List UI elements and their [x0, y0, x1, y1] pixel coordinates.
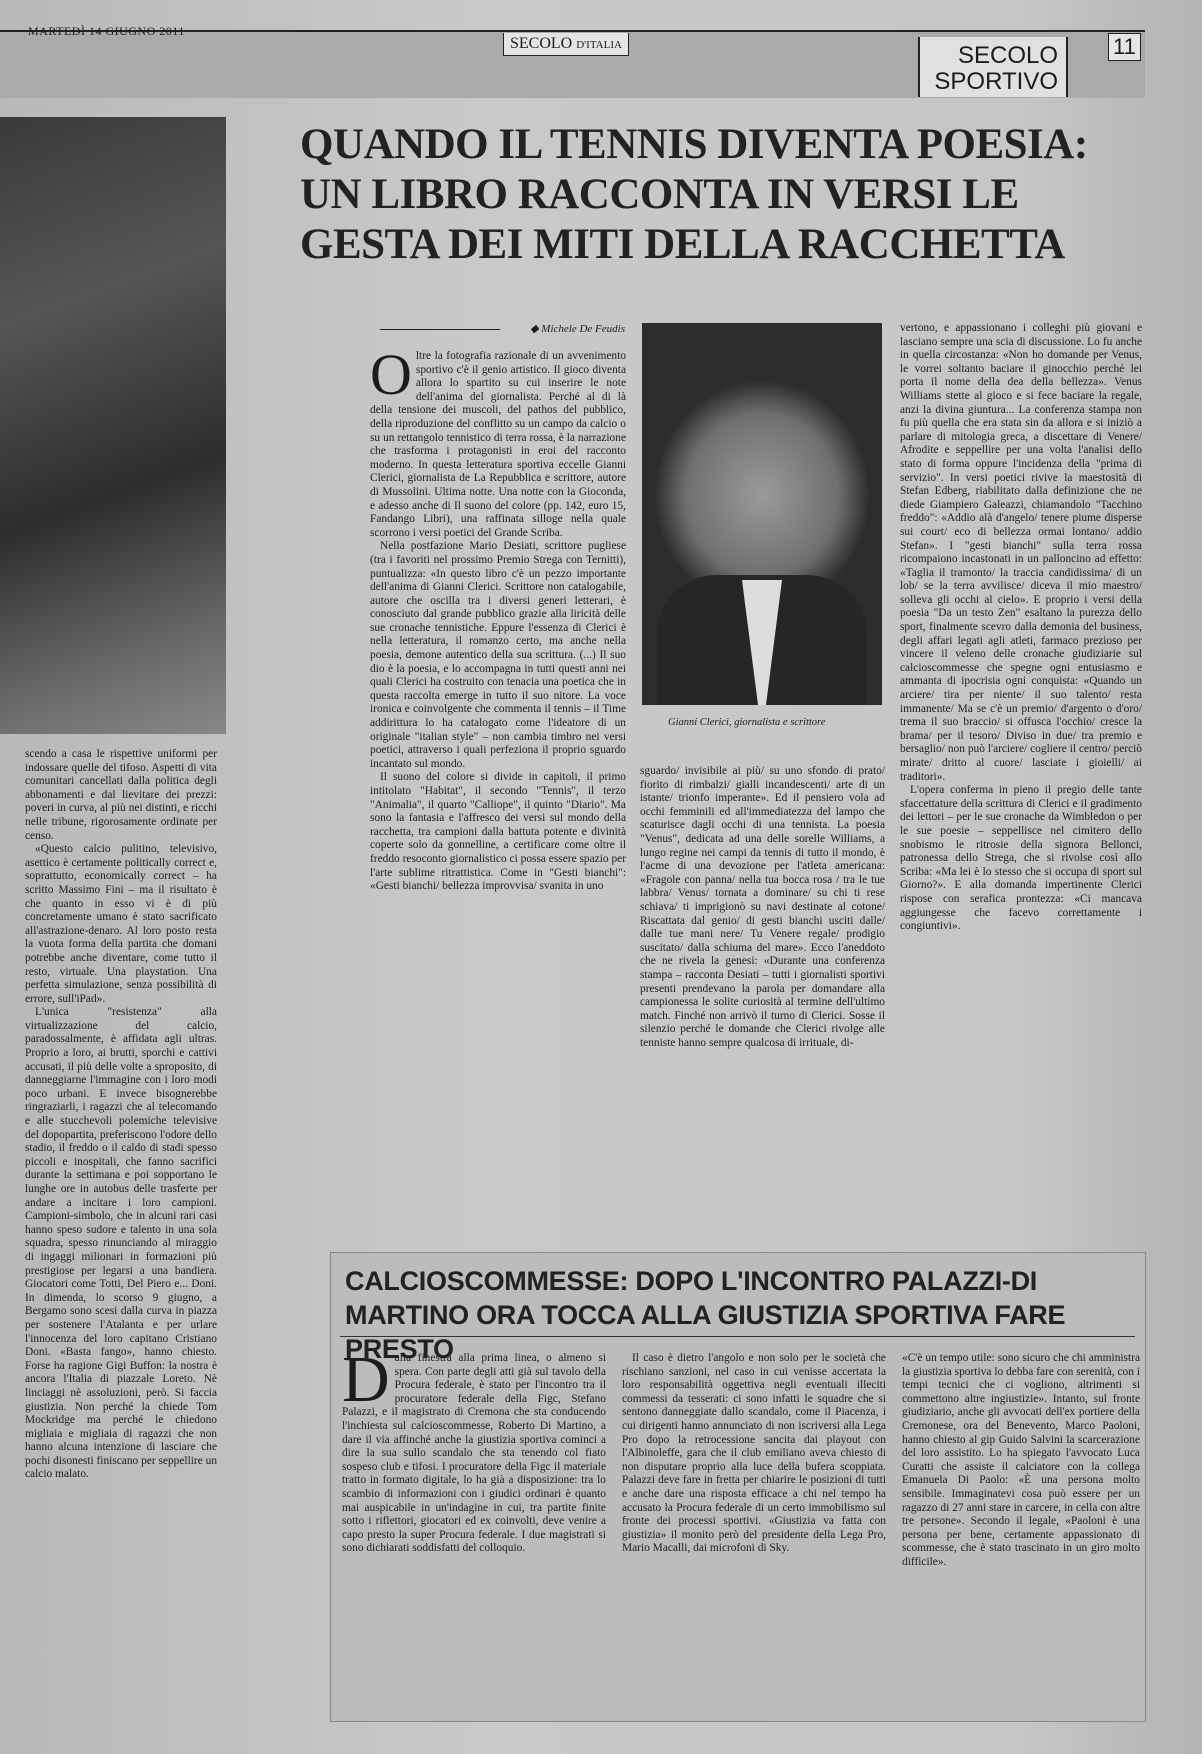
paragraph: Il suono del colore si divide in capitoli, il primo intitolato "Habitat", il secondo "Tennis", il terzo "Animalia", il quarto "Calliope", il quinto "Diario". Ma sono la fantasia e l'affresco dei versi sul mondo della racchetta, tra campioni dalla battuta potente e divinità coperte solo da gonnelline, a certificare come oltre il freddo resoconto giornalistico ci possa essere spazio per l'arte sublime ritrattistica. Come in "Gesti bianchi": «Gesti bianchi/ bellezza improvvisa/ svanita in uno	[370, 771, 626, 893]
football-photo	[0, 117, 226, 734]
paragraph: «C'è un tempo utile: sono sicuro che chi amministra la giustizia sportiva lo debba fare con serenità, con i tempi tecnici che ci vogliono, altrimenti si commettono altre ingiustizie». Intanto, sul fronte giudiziario, anche gli avvocati dell'ex portiere della Cremonese, ora del Benevento, Marco Paoloni, hanno chiesto al gip Guido Salvini la scarcerazione del loro assistito. Lo ha spiegato l'avvocato Luca Curatti che assiste il calciatore con la collega Emanuela Di Paolo: «È una persona molto sensibile. Immaginatevi cosa può essere per un ragazzo di 27 anni stare in carcere, in cella con altre tre persone». Secondo il legale, «Paoloni è una persona per bene, certamente appassionato di scommesse, che è stato trascinato in un giro molto difficile».	[902, 1352, 1140, 1568]
left-column-text	[25, 748, 217, 1482]
paragraph: alla finestra alla prima linea, o almeno si spera. Con parte degli atti già sul tavolo della Procura federale, è stato per l'incontro tra il procuratore federale della Figc, Stefano Palazzi, e il magistrato di Cremona che sta conducendo l'inchiesta sul calcioscommesse, Roberto Di Martino, a dare il via affinché anche la giustizia sportiva cominci a dire la sua sullo scandalo che sta tenendo col fiato sospeso club e tifosi. I procuratore della Figc il materiale tratto in formato digitale, lo ha già a disposizione: tra lo scambio di informazioni con i giudici ordinari è quanto mai auspicabile in un'indagine in cui, tra partite finite sotto i riflettori, giocatori ed ex coinvolti, deve venire a capo presto la super Procura federale. I due magistrati si sono dichiarati soddisfatti del colloquio.	[342, 1352, 606, 1555]
section-line-1: SECOLO	[957, 42, 1058, 69]
drop-cap: O	[370, 350, 412, 407]
paragraph: Il caso è dietro l'angolo e non solo per le società che rischiano sanzioni, nel caso in cui venisse accertata la loro responsabilità oggettiva negli eventuali illeciti commessi da tesserati: ci sono infatti le squadre che si sentono danneggiate dallo scandalo, come il Piacenza, i cui dirigenti hanno annunciato di non iscriversi alla Lega Pro dopo la retrocessione sancita dai playout con l'Albinoleffe, gara che il club emiliano aveva chiesto di non disputare proprio alla luce della bufera scoppiata. Palazzi deve fare in fretta per chiarire le posizioni di tutti e anche dare una risposta efficace a chi nel tempo ha accusato la Procura federale di un certo immobilismo sul fronte dei processi sportivi. «Giustizia va fatta con giustizia» il monito però del presidente della Lega Pro, Mario Macalli, dai microfoni di Sky.	[622, 1352, 886, 1555]
article-column-3	[900, 322, 1142, 1202]
author-portrait-photo	[642, 323, 882, 705]
drop-cap: D	[342, 1352, 390, 1416]
paragraph: L'unica "resistenza" alla virtualizzazione del calcio, paradossalmente, è affidata agli ultras. Proprio a loro, ai brutti, sporchi e cattivi accusati, il più delle volte a sproposito, di danneggiarne l'immagine con i loro modi poco urbani. E invece bisognerebbe ringraziarli, i ragazzi che al telecomando e alle stucchevoli polemiche televisive del dopopartita, preferiscono l'odore dello stadio, il freddo o il caldo di stadi spesso piccoli e inospitali, che fanno sacrifici durante la settimana e poi sopportano le lunghe ore in autobus delle trasferte per andare a incitare i loro campioni. Campioni-simbolo, che in alcuni rari casi hanno speso sudore e talento in una sola squadra, spesso rinunciando al miraggio di ingaggi milionari in formazioni più prestigiose per legarsi a una bandiera. Giocatori come Totti, Del Piero e... Doni. In dimenda, lo scorso 9 giugno, a Bergamo sono scesi dalla curva in piazza per sostenere l'Atalanta e per urlare l'innocenza del loro capitano Cristiano Doni. «Basta fango», hanno chiesto. Forse ha ragione Gigi Buffon: la nostra è ancora l'Italia di piazzale Loreto. Nè linciaggi nè assoluzioni, però. Si faccia giustizia. Non perché la chiede Tom Mockridge ma perché le chiedono migliaia e migliaia di ragazzi che non hanno alcuna intenzione di lasciare che pochi disonesti finiscano per seppellire un calcio malato.	[25, 1006, 218, 1481]
paragraph: vertono, e appassionano i colleghi più giovani e lasciano sempre una scia di discussione. Lo fu anche in quella circostanza: «Non ho domande per Venus, le vorrei soltanto baciare il ginocchio perché lei porta il nome della dea della bellezza». Venus Williams stette al gioco e si fece baciare la regale, anzi la divina giuntura... La conferenza stampa non fu più quella che era stata sin da allora e si iniziò a parlare di mitologia greca, a discettare di Venere/ Afrodite e seppellire per una volta l'analisi dello stato di forma oppure l'incidenza della "prima di servizio". In versi poetici rivive la maestosità di Stefan Edberg, riabilitato dalla definizione che ne diede Giampiero Galeazzi, chiamandolo "Tacchino freddo": «Addio alà d'angelo/ tenere piume disperse sui court/ eco di bellezza ormai lontano/ addio Stefan». I "gesti bianchi" sulla terra rossa ricompaiono incastonati in un palloncino ad effetto: «Taglia il tramonto/ la traccia candidissima/ di un lob/ se la terra avvilisce/ diceva il mio maestro/ solleva gli occhi al cielo». E proprio i versi della poesia "Da un testo Zen" esaltano la purezza dello sport, finalmente scevro dalla demonia del business, degli affari legati agli atleti, farmaco prezioso per vincere il veleno delle cronache giudiziarie sul calcioscommesse che spegne ogni entusiasmo e ammanta di ipocrisia ogni conquista: «Quando un arciere/ tira per niente/ il suo talento/ resta immanente/ Ma se c'è un premio/ d'argento o d'oro/ trema il suo braccio/ si offusca l'occhio/ cresce la brama/ per il tesoro/ Diviso in due/ tra premio e bersaglio/ non può l'arciere/ cogliere il centro/ perciò mirate/ dritto al cuore/ lasciate i gioielli/ ai traditori».	[900, 322, 1142, 783]
divider	[340, 1336, 1135, 1337]
paragraph: Nella postfazione Mario Desiati, scrittore pugliese (tra i favoriti nel prossimo Premio Strega con Ternitti), puntualizza: «In questo libro c'è un pezzo importante dell'anima di Gianni Clerici. Scrittore non catalogabile, autore che oscilla tra i diversi generi letterari, è conosciuto dal grande pubblico grazie alla liricità delle sue cronache tennistiche. Eppure l'essenza di Clerici è nella letteratura, il romanzo certo, ma anche nella poesia, demone autentico della sua scrittura. (...) Il suo dio è la poesia, e lo accompagna in tutti questi anni nei quali Clerici ha costruito con tenacia una poetica che in questa raccolta emerge in tutto il suo nitore. La voce ironica e coinvolgente che commenta il tennis – il Time addirittura lo ha catalogato come l'ideatore di un originale "italian style" – non cambia timbro nei versi poetici, attraverso i quali perfeziona il proprio sguardo incantato sul mondo.	[370, 540, 626, 770]
box-column-2	[622, 1352, 886, 1717]
paragraph: sguardo/ invisibile ai più/ su uno sfondo di prato/ fiorito di rimbalzi/ gialli incandescenti/ arte di un istante/ trionfo imperante». Ed il pensiero vola ad occhi femminili ed all'immediatezza del lampo che scaturisce dagli occhi di una tennista. La poesia "Venus", dedicata ad una delle sorelle Williams, a lungo regine nei campi da tennis di tutto il mondo, è l'acme di una devozione per l'atleta americana: «Fragole con panna/ nella tua bocca rosa / tra le tue labbra/ Venus/ tornata a dominare/ su chi ti rese schiava/ ti imprigionò su navi destinate al cotone/ Riscattata dal genio/ di gesti bianchi usciti dalle/ dalle tue mani nere/ Tu Venere regale/ prodigio suscitato/ dalla schiuma del mare». Ecco l'aneddoto che ne rivela la genesi: «Durante una conferenza stampa – racconta Desiati – tutti i giornalisti sportivi presenti prendevano la parola per domandare alla campionessa le solite curiosità al termine dell'ultimo match. Finché non arrivò il turno di Clerici. Sosse il silenzio perché le domande che Clerici rivolge alle tenniste hanno sempre qualcosa di irrituale, di-	[640, 765, 885, 1049]
article-headline: QUANDO IL TENNIS DIVENTA POESIA: UN LIBRO RACCONTA IN VERSI LE GESTA DEI MITI DELLA RACCHETTA	[300, 121, 1088, 268]
paragraph: L'opera conferma in pieno il pregio delle tante sfaccettature della scrittura di Clerici e il gradimento dei lettori – per le sue cronache da Wimbledon o per le sue poesie – seppellisce nel cimitero dello snobismo le ritrosie della signora Bellonci, patronessa dello Strega, che si rivolse così allo Scriba: «Ma lei è lo stesso che si occupa di sport sul Giorno?». E alla domanda impertinente Clerici rispose con serafica prontezza: «Ci mancava aggiungesse che facevo correttamente i congiuntivi».	[900, 784, 1142, 933]
paragraph: «Questo calcio pulitino, televisivo, asettico è certamente politically correct e, soprattutto, economically correct – ha scritto Massimo Fini – ma il risultato è che quanto in esso vi è di più concretamente umano è stato sacrificato all'astrazione-denaro. Al loro posto resta la vuota forma della partita che domani potrebbe anche diventare, come tutto il resto, virtuale. Una playstation. Una perfetta simulazione, senza possibilità di errore, sull'iPad».	[25, 843, 217, 1005]
box-column-1	[342, 1352, 606, 1717]
section-line-2: SPORTIVO	[934, 68, 1058, 95]
masthead-suffix: D'ITALIA	[576, 39, 622, 51]
masthead-name: SECOLO	[510, 35, 573, 52]
photo-caption: Gianni Clerici, giornalista e scrittore	[668, 717, 826, 728]
issue-date: MARTEDÌ 14 GIUGNO 2011	[28, 24, 185, 38]
page-number: 11	[1108, 33, 1141, 61]
article-column-2	[640, 765, 885, 1200]
section-label	[918, 37, 1068, 97]
paragraph: scendo a casa le rispettive uniformi per indossare quelle del tifoso. Aspetti di vita comunitari cancellati dalla politica degli abbonamenti e dal lievitare dei prezzi: poveri in curva, al più nei distinti, e ricchi nelle tribune, rigorosamente ordinate per censo.	[25, 748, 217, 842]
masthead	[503, 33, 629, 56]
paragraph: ltre la fotografia razionale di un avvenimento sportivo c'è il genio artistico. Il gioco diventa allora lo spartito su cui inserire le note dell'anima del giornalista. Perché al di là della tensione dei muscoli, del pathos del pubblico, della riproduzione del conflitto su un campo da calcio o su un rettangolo tennistico di terra rossa, è la narrazione che trasforma i protagonisti in eroi del racconto moderno. In questa letteratura sportiva eccelle Gianni Clerici, giornalista de La Repubblica e scrittore, autore di Mussolini. Ultima notte. Una notte con la Gioconda, e adesso anche di Il suono del colore (pp. 142, euro 15, Fandango Libri), una raffinata silloge nella quale scorrono i versi poetici del Grande Scriba.	[370, 350, 626, 539]
box-column-3	[902, 1352, 1140, 1717]
byline: ◆ Michele De Feudis	[380, 322, 625, 335]
box-headline: CALCIOSCOMMESSE: DOPO L'INCONTRO PALAZZI-DI MARTINO ORA TOCCA ALLA GIUSTIZIA SPORTIVA FARE PRESTO	[345, 1266, 1066, 1364]
article-column-1	[370, 350, 626, 1200]
